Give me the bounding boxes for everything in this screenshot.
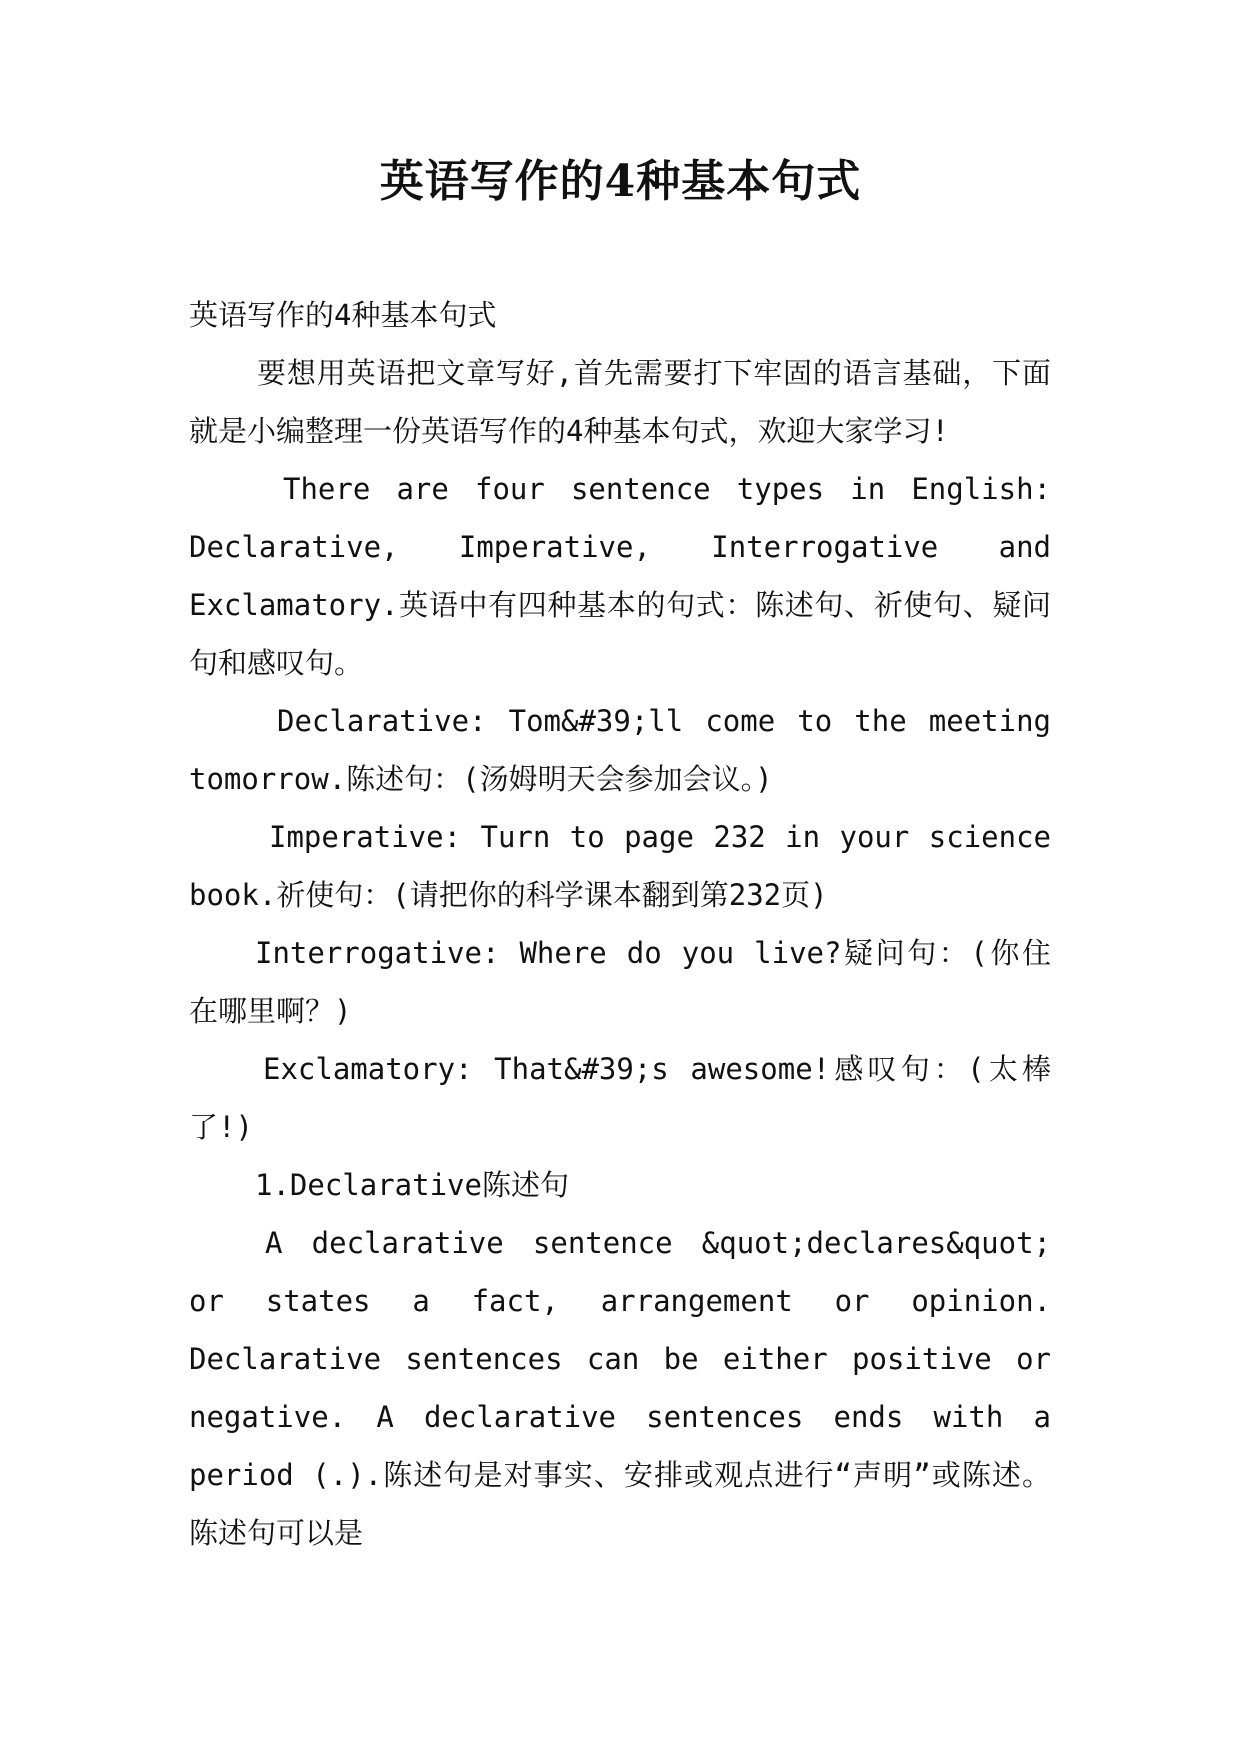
paragraph-interrogative-example: Interrogative: Where do you live?疑问句：(你住在哪里啊？)	[189, 936, 1051, 1028]
paragraph-imperative-example: Imperative: Turn to page 232 in your science book.祈使句：(请把你的科学课本翻到第232页)	[189, 820, 1051, 912]
paragraph-heading: 英语写作的4种基本句式	[189, 298, 497, 332]
document-body	[189, 286, 1051, 1562]
paragraph-declarative-example: Declarative: Tom&#39;ll come to the meeting tomorrow.陈述句：(汤姆明天会参加会议。)	[189, 704, 1051, 796]
paragraph-sentence-types: There are four sentence types in English: Declarative, Imperative, Interrogative and Exclamatory.英语中有四种基本的句式：陈述句、祈使句、疑问句和感叹句。	[189, 472, 1051, 680]
paragraph-declarative-definition: A declarative sentence &quot;declares&quot; or states a fact, arrangement or opinion. Declarative sentences can be either positive or negative. A declarative sentences ends with a period (.).陈述句是对事实、安排或观点进行“声明”或陈述。陈述句可以是	[189, 1226, 1051, 1550]
section-heading-declarative: 1.Declarative陈述句	[255, 1168, 569, 1202]
paragraph-intro: 要想用英语把文章写好,首先需要打下牢固的语言基础，下面就是小编整理一份英语写作的4种基本句式，欢迎大家学习!	[189, 356, 1051, 448]
paragraph-exclamatory-example: Exclamatory: That&#39;s awesome!感叹句：(太棒了!)	[189, 1052, 1051, 1144]
document-title: 英语写作的4种基本句式	[379, 156, 862, 207]
